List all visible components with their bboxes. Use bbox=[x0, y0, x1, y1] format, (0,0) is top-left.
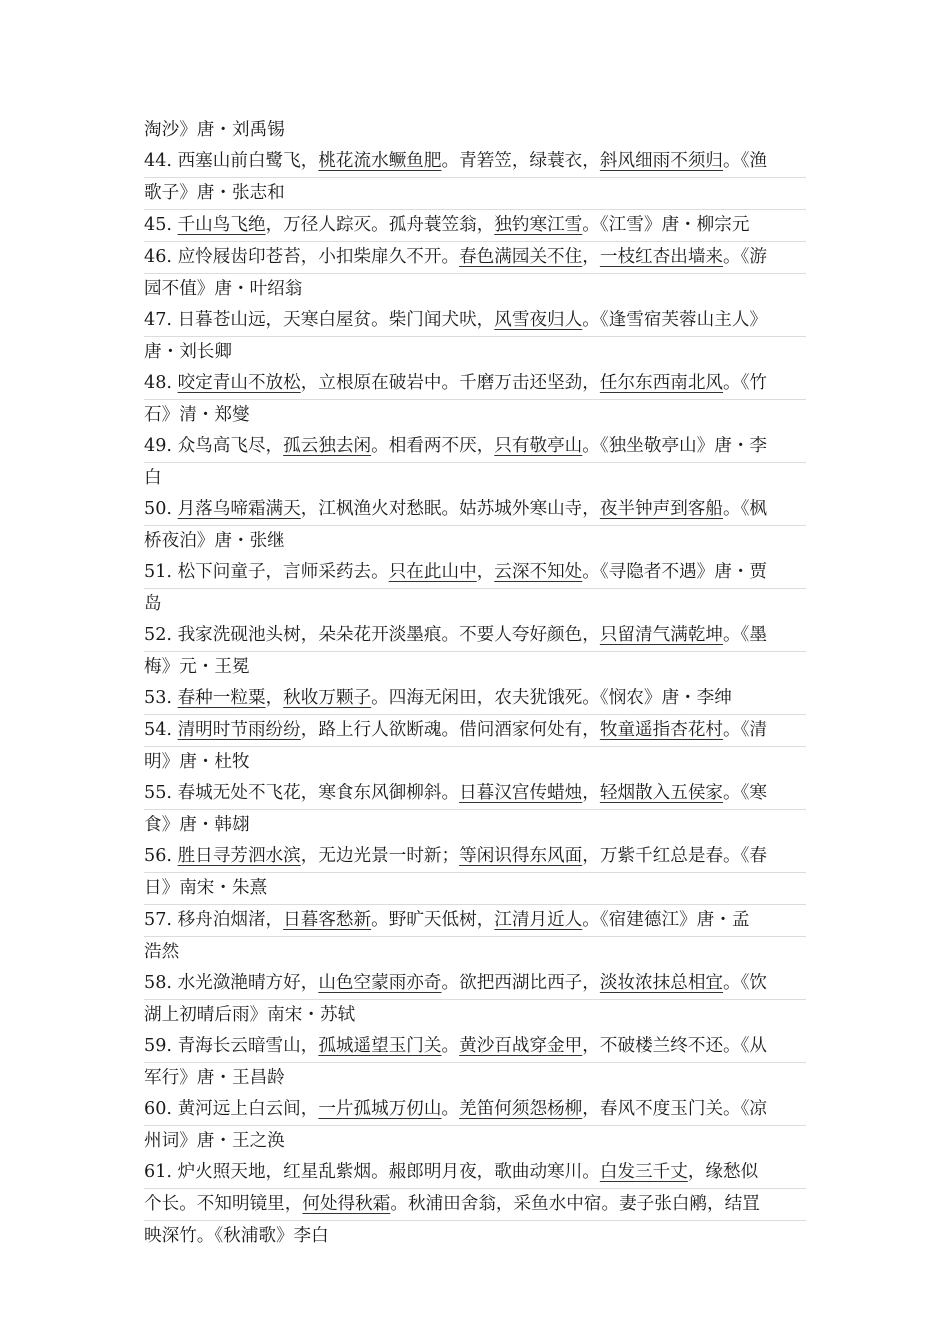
text-line bbox=[144, 683, 806, 715]
underlined-verse: 独钓寒江雪 bbox=[494, 215, 583, 235]
underlined-verse: 咬定青山不放松 bbox=[177, 373, 301, 393]
text-segment: 歌子》唐・张志和 bbox=[144, 183, 285, 203]
text-line bbox=[144, 905, 806, 937]
text-line bbox=[144, 305, 806, 337]
text-line bbox=[144, 778, 806, 810]
text-segment: 军行》唐・王昌龄 bbox=[144, 1068, 285, 1088]
text-line bbox=[144, 1094, 806, 1126]
underlined-verse: 春色满园关不住 bbox=[459, 247, 583, 267]
underlined-verse: 只有敬亭山 bbox=[494, 436, 583, 456]
text-line bbox=[144, 115, 806, 146]
text-line bbox=[144, 526, 806, 557]
underlined-verse: 桃花流水鳜鱼肥 bbox=[318, 151, 442, 171]
text-line bbox=[144, 242, 806, 274]
text-line bbox=[144, 274, 806, 305]
text-segment: 54. bbox=[144, 720, 178, 740]
underlined-verse: 风雪夜归人 bbox=[494, 310, 583, 330]
text-segment: ，无边光景一时新； bbox=[300, 846, 460, 866]
text-segment: ， bbox=[582, 247, 600, 267]
text-segment: ，立根原在破岩中。千磨万击还坚劲， bbox=[300, 373, 600, 393]
document-body bbox=[144, 115, 806, 1252]
text-line bbox=[144, 1221, 806, 1252]
text-segment: 。青箬笠，绿蓑衣， bbox=[441, 151, 600, 171]
text-line bbox=[144, 810, 806, 841]
text-segment: 唐・刘长卿 bbox=[144, 342, 232, 362]
text-segment: 45. bbox=[144, 215, 178, 235]
text-segment: 47. 日暮苍山远，天寒白屋贫。柴门闻犬吠， bbox=[144, 310, 495, 330]
text-segment: 个长。不知明镜里， bbox=[144, 1194, 303, 1214]
text-segment: 。《竹 bbox=[723, 373, 768, 393]
underlined-verse: 牧童遥指杏花村 bbox=[599, 720, 724, 740]
text-line bbox=[144, 337, 806, 368]
text-segment: 。《游 bbox=[723, 247, 768, 267]
text-segment: ， bbox=[265, 688, 284, 708]
underlined-verse: 江清月近人 bbox=[494, 910, 583, 930]
text-segment: 淘沙》唐・刘禹锡 bbox=[144, 120, 285, 140]
text-segment: 桥夜泊》唐・张继 bbox=[144, 531, 285, 551]
text-segment: 。《逢雪宿芙蓉山主人》 bbox=[582, 310, 767, 330]
text-segment: 州词》唐・王之涣 bbox=[144, 1131, 285, 1151]
text-line bbox=[144, 589, 806, 620]
text-segment: 石》清・郑燮 bbox=[144, 405, 250, 425]
underlined-verse: 只留清气满乾坤 bbox=[599, 625, 723, 645]
text-segment: 59. 青海长云暗雪山， bbox=[144, 1036, 319, 1056]
text-segment: 。《饮 bbox=[723, 973, 768, 993]
text-segment: 园不值》唐・叶绍翁 bbox=[144, 279, 303, 299]
underlined-verse: 白发三千丈 bbox=[599, 1162, 688, 1182]
text-segment: 。《渔 bbox=[723, 151, 768, 171]
text-segment: ， bbox=[476, 562, 495, 582]
underlined-verse: 斜风细雨不须归 bbox=[599, 151, 724, 171]
text-line bbox=[144, 1000, 806, 1031]
text-line bbox=[144, 1189, 806, 1221]
text-segment: 53. bbox=[144, 688, 178, 708]
text-line bbox=[144, 652, 806, 683]
text-segment: 。 bbox=[441, 1099, 460, 1119]
text-segment: 。相看两不厌， bbox=[371, 436, 495, 456]
text-segment: 。《寻隐者不遇》唐・贾 bbox=[582, 562, 768, 582]
underlined-verse: 黄沙百战穿金甲 bbox=[459, 1036, 583, 1056]
text-line bbox=[144, 178, 806, 210]
text-segment: 。《寒 bbox=[723, 783, 768, 803]
text-segment: 。欲把西湖比西子， bbox=[441, 973, 600, 993]
text-line bbox=[144, 715, 806, 747]
text-line bbox=[144, 1157, 806, 1189]
text-segment: 60. 黄河远上白云间， bbox=[144, 1099, 319, 1119]
text-segment: 50. bbox=[144, 499, 178, 519]
text-line bbox=[144, 210, 806, 242]
underlined-verse: 胜日寻芳泗水滨 bbox=[177, 846, 301, 866]
text-segment: 。 bbox=[441, 1036, 460, 1056]
text-segment: 。《枫 bbox=[723, 499, 768, 519]
underlined-verse: 日暮客愁新 bbox=[283, 910, 372, 930]
text-segment: 55. 春城无处不飞花，寒食东风御柳斜。 bbox=[144, 783, 460, 803]
underlined-verse: 云深不知处 bbox=[494, 562, 583, 582]
text-segment: ，路上行人欲断魂。借问酒家何处有， bbox=[300, 720, 600, 740]
text-segment: 46. 应怜屐齿印苍苔，小扣柴扉久不开。 bbox=[144, 247, 460, 267]
underlined-verse: 清明时节雨纷纷 bbox=[177, 720, 301, 740]
underlined-verse: 淡妆浓抹总相宜 bbox=[599, 973, 724, 993]
text-segment: ，春风不度玉门关。《凉 bbox=[582, 1099, 768, 1119]
text-line bbox=[144, 937, 806, 968]
text-segment: 湖上初晴后雨》南宋・苏轼 bbox=[144, 1005, 356, 1025]
text-segment: ，江枫渔火对愁眠。姑苏城外寒山寺， bbox=[300, 499, 600, 519]
text-segment: 58. 水光潋滟晴方好， bbox=[144, 973, 319, 993]
underlined-verse: 日暮汉宫传蜡烛 bbox=[459, 783, 583, 803]
underlined-verse: 等闲识得东风面 bbox=[459, 846, 583, 866]
text-segment: 。《独坐敬亭山》唐・李 bbox=[582, 436, 768, 456]
text-line bbox=[144, 968, 806, 1000]
underlined-verse: 轻烟散入五侯家 bbox=[599, 783, 724, 803]
text-segment: ，万径人踪灭。孤舟蓑笠翁， bbox=[265, 215, 495, 235]
text-line bbox=[144, 1126, 806, 1157]
text-segment: 56. bbox=[144, 846, 178, 866]
text-segment: 白 bbox=[144, 468, 162, 488]
text-line bbox=[144, 146, 806, 178]
text-segment: 49. 众鸟高飞尽， bbox=[144, 436, 284, 456]
text-line bbox=[144, 620, 806, 652]
text-segment: 57. 移舟泊烟渚， bbox=[144, 910, 284, 930]
underlined-verse: 山色空蒙雨亦奇 bbox=[318, 973, 442, 993]
underlined-verse: 孤城遥望玉门关 bbox=[318, 1036, 442, 1056]
underlined-verse: 何处得秋霜 bbox=[302, 1194, 391, 1214]
text-line bbox=[144, 400, 806, 431]
text-segment: 。秋浦田舍翁，采鱼水中宿。妻子张白鹇，结罝 bbox=[390, 1194, 760, 1214]
text-line bbox=[144, 431, 806, 463]
underlined-verse: 春种一粒粟 bbox=[177, 688, 266, 708]
underlined-verse: 只在此山中 bbox=[388, 562, 477, 582]
underlined-verse: 任尔东西南北风 bbox=[599, 373, 724, 393]
text-segment: 映深竹。《秋浦歌》李白 bbox=[144, 1226, 329, 1246]
underlined-verse: 一枝红杏出墙来 bbox=[599, 247, 724, 267]
underlined-verse: 秋收万颗子 bbox=[283, 688, 372, 708]
underlined-verse: 夜半钟声到客船 bbox=[599, 499, 724, 519]
text-segment: 48. bbox=[144, 373, 178, 393]
text-line bbox=[144, 873, 806, 905]
text-segment: 岛 bbox=[144, 594, 162, 614]
text-line bbox=[144, 1063, 806, 1094]
text-line bbox=[144, 841, 806, 873]
text-line bbox=[144, 368, 806, 400]
text-segment: 。野旷天低树， bbox=[371, 910, 495, 930]
text-segment: 51. 松下问童子，言师采药去。 bbox=[144, 562, 389, 582]
text-line bbox=[144, 747, 806, 778]
text-segment: ，万紫千红总是春。《春 bbox=[582, 846, 768, 866]
text-segment: 。四海无闲田，农夫犹饿死。《悯农》唐・李绅 bbox=[371, 688, 732, 708]
underlined-verse: 千山鸟飞绝 bbox=[177, 215, 266, 235]
text-segment: 。《江雪》唐・柳宗元 bbox=[582, 215, 750, 235]
text-segment: 浩然 bbox=[144, 942, 180, 962]
text-line bbox=[144, 1031, 806, 1063]
text-segment: 44. 西塞山前白鹭飞， bbox=[144, 151, 319, 171]
text-segment: ， bbox=[582, 783, 600, 803]
text-segment: 。《墨 bbox=[723, 625, 767, 645]
text-segment: 。《宿建德江》唐・孟 bbox=[582, 910, 750, 930]
underlined-verse: 月落乌啼霜满天 bbox=[177, 499, 301, 519]
text-segment: 61. 炉火照天地，红星乱紫烟。赧郎明月夜，歌曲动寒川。 bbox=[144, 1162, 600, 1182]
underlined-verse: 孤云独去闲 bbox=[283, 436, 372, 456]
text-segment: ，缘愁似 bbox=[687, 1162, 759, 1182]
text-line bbox=[144, 557, 806, 589]
underlined-verse: 羌笛何须怨杨柳 bbox=[459, 1099, 583, 1119]
text-line bbox=[144, 494, 806, 526]
text-segment: 明》唐・杜牧 bbox=[144, 752, 250, 772]
text-segment: 52. 我家洗砚池头树，朵朵花开淡墨痕。不要人夸好颜色， bbox=[144, 625, 600, 645]
text-segment: 日》南宋・朱熹 bbox=[144, 878, 268, 898]
text-segment: 梅》元・王冕 bbox=[144, 657, 250, 677]
text-segment: 。《清 bbox=[723, 720, 768, 740]
underlined-verse: 一片孤城万仞山 bbox=[318, 1099, 442, 1119]
text-line bbox=[144, 463, 806, 494]
text-segment: 食》唐・韩翃 bbox=[144, 815, 250, 835]
text-segment: ，不破楼兰终不还。《从 bbox=[582, 1036, 768, 1056]
